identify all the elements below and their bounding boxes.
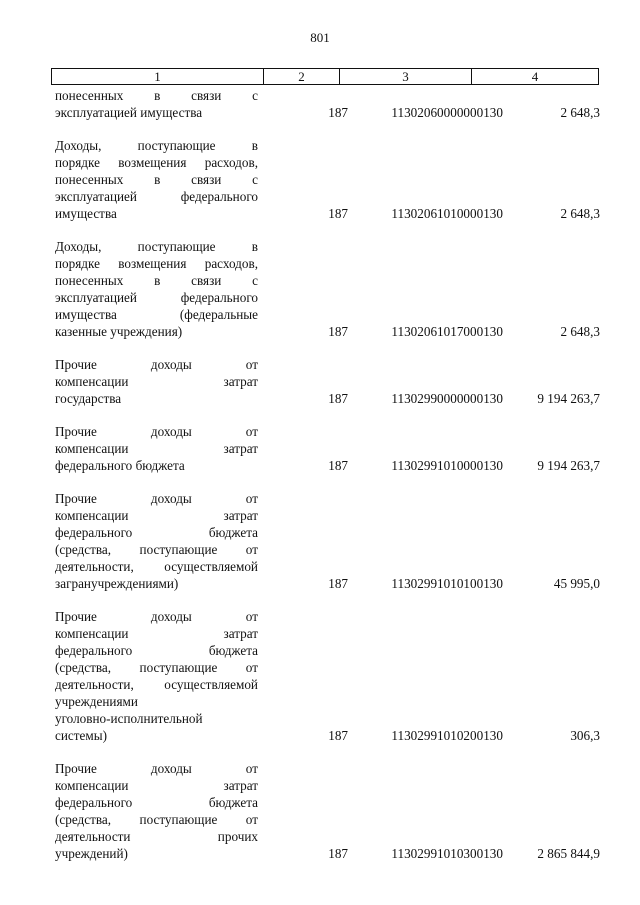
description-line: Доходы, поступающие в: [55, 239, 258, 254]
table-row: [55, 608, 600, 744]
row-amount: 9 194 263,7: [537, 458, 600, 473]
row-budget-code: 11302991010300130: [391, 846, 503, 861]
description-line: компенсации затрат: [55, 374, 258, 389]
description-line: Прочие доходы от: [55, 609, 258, 624]
description-line: понесенных в связи с: [55, 88, 258, 103]
table-row: [55, 238, 600, 340]
description-line: понесенных в связи с: [55, 172, 258, 187]
description-line: компенсации затрат: [55, 441, 258, 456]
description-line: (средства, поступающие от: [55, 660, 258, 675]
row-budget-code: 11302060000000130: [391, 105, 503, 120]
description-line: федерального бюджета: [55, 525, 258, 540]
header-col-1: 1: [52, 69, 264, 84]
description-line: учреждений): [55, 846, 128, 861]
row-description: [55, 356, 258, 407]
description-line: федерального бюджета: [55, 643, 258, 658]
row-admin-code: 187: [328, 105, 348, 120]
description-line: порядке возмещения расходов,: [55, 256, 258, 271]
row-amount: 2 648,3: [560, 324, 600, 339]
table-row: [55, 490, 600, 592]
description-line: порядке возмещения расходов,: [55, 155, 258, 170]
row-amount: 2 648,3: [560, 206, 600, 221]
row-description: [55, 238, 258, 340]
table-body: [55, 87, 600, 878]
description-line: загранучреждениями): [55, 576, 179, 591]
row-amount: 306,3: [570, 728, 600, 743]
page-number: 801: [310, 30, 330, 45]
description-line: (средства, поступающие от: [55, 542, 258, 557]
row-amount: 2 648,3: [560, 105, 600, 120]
row-description: [55, 423, 258, 474]
table-row: [55, 356, 600, 407]
table-row: [55, 87, 600, 121]
description-line: Прочие доходы от: [55, 761, 258, 776]
row-description: [55, 608, 258, 744]
description-line: имущества (федеральные: [55, 307, 258, 322]
row-description: [55, 87, 258, 121]
description-line: деятельности, осуществляемой: [55, 559, 258, 574]
description-line: компенсации затрат: [55, 778, 258, 793]
row-amount: 9 194 263,7: [537, 391, 600, 406]
header-col-4: 4: [531, 69, 539, 84]
description-line: имущества: [55, 206, 117, 221]
row-amount: 2 865 844,9: [537, 846, 600, 861]
description-line: государства: [55, 391, 122, 406]
row-budget-code: 11302991010200130: [391, 728, 503, 743]
table-row: [55, 760, 600, 862]
description-line: компенсации затрат: [55, 508, 258, 523]
description-line: Прочие доходы от: [55, 491, 258, 506]
row-admin-code: 187: [328, 391, 348, 406]
row-budget-code: 11302991010100130: [391, 576, 503, 591]
description-line: (средства, поступающие от: [55, 812, 258, 827]
row-admin-code: 187: [328, 728, 348, 743]
description-line: эксплуатацией имущества: [55, 105, 203, 120]
header-col-2: 2: [264, 69, 340, 84]
row-admin-code: 187: [328, 846, 348, 861]
row-amount: 45 995,0: [553, 576, 600, 591]
table-row: [55, 423, 600, 474]
description-line: уголовно-исполнительной: [55, 711, 203, 726]
row-budget-code: 11302990000000130: [391, 391, 503, 406]
description-line: учреждениями: [55, 694, 138, 709]
description-line: системы): [55, 728, 107, 743]
description-line: деятельности, осуществляемой: [55, 677, 258, 692]
description-line: эксплуатацией федерального: [55, 290, 258, 305]
description-line: Прочие доходы от: [55, 424, 258, 439]
row-budget-code: 11302991010000130: [391, 458, 503, 473]
row-description: [55, 490, 258, 592]
row-admin-code: 187: [328, 458, 348, 473]
description-line: федерального бюджета: [55, 795, 258, 810]
row-admin-code: 187: [328, 206, 348, 221]
description-line: понесенных в связи с: [55, 273, 258, 288]
description-line: Прочие доходы от: [55, 357, 258, 372]
row-budget-code: 11302061017000130: [391, 324, 503, 339]
row-budget-code: 11302061010000130: [391, 206, 503, 221]
description-line: деятельности прочих: [55, 829, 258, 844]
description-line: Доходы, поступающие в: [55, 138, 258, 153]
row-admin-code: 187: [328, 576, 348, 591]
row-description: [55, 760, 258, 862]
description-line: казенные учреждения): [55, 324, 183, 339]
description-line: эксплуатацией федерального: [55, 189, 258, 204]
row-admin-code: 187: [328, 324, 348, 339]
header-col-3: 3: [340, 69, 472, 84]
table-row: [55, 137, 600, 222]
row-description: [55, 137, 258, 222]
table-header: [51, 68, 599, 85]
description-line: федерального бюджета: [55, 458, 185, 473]
description-line: компенсации затрат: [55, 626, 258, 641]
